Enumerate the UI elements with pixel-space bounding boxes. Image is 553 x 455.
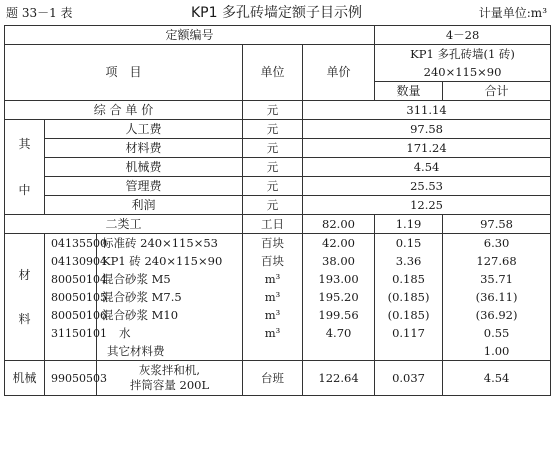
- table-label: 题 33－1 表: [6, 6, 73, 20]
- labor-name: 二类工: [5, 215, 243, 234]
- table-row: [5, 361, 551, 396]
- material-total: 0.55: [443, 324, 551, 342]
- col-header-unit: 单位: [243, 45, 303, 101]
- machine-label: 机械: [5, 361, 45, 396]
- table-title: KP1 多孔砖墙定额子目示例: [191, 5, 362, 21]
- material-unit: 百块: [243, 252, 303, 270]
- machine-price: 122.64: [303, 361, 375, 396]
- col-header-price: 单价: [303, 45, 375, 101]
- material-code: [45, 342, 97, 361]
- material-unit: m³: [243, 288, 303, 306]
- labor-total: 97.58: [443, 215, 551, 234]
- item-spec: 240×115×90: [375, 63, 551, 82]
- breakdown-unit: 元: [243, 139, 303, 158]
- quota-no: 4－28: [375, 26, 551, 45]
- breakdown-value: 171.24: [303, 139, 551, 158]
- material-total: 127.68: [443, 252, 551, 270]
- table-row: [5, 177, 551, 196]
- material-unit: m³: [243, 324, 303, 342]
- composite-label: 综 合 单 价: [5, 101, 243, 120]
- material-price: 195.20: [303, 288, 375, 306]
- table-row: [5, 234, 551, 253]
- material-name: KP1 砖 240×115×90: [97, 252, 243, 270]
- table-row: [5, 270, 551, 288]
- material-price: [303, 342, 375, 361]
- breakdown-unit: 元: [243, 177, 303, 196]
- material-qty: (0.185): [375, 288, 443, 306]
- material-price: 193.00: [303, 270, 375, 288]
- col-header-item: 项 目: [5, 45, 243, 101]
- machine-unit: 台班: [243, 361, 303, 396]
- material-code: 31150101: [45, 324, 97, 342]
- material-unit: m³: [243, 306, 303, 324]
- breakdown-unit: 元: [243, 158, 303, 177]
- materials-group-label: 材 料: [5, 234, 45, 361]
- item-name: KP1 多孔砖墙(1 砖): [375, 45, 551, 64]
- material-code: 80050105: [45, 288, 97, 306]
- breakdown-value: 97.58: [303, 120, 551, 139]
- breakdown-value: 4.54: [303, 158, 551, 177]
- machine-name: 灰浆拌和机, 拌筒容量 200L: [97, 361, 243, 396]
- breakdown-value: 12.25: [303, 196, 551, 215]
- breakdown-name: 机械费: [45, 158, 243, 177]
- material-code: 04135500: [45, 234, 97, 253]
- labor-qty: 1.19: [375, 215, 443, 234]
- col-header-total: 合计: [443, 82, 551, 101]
- table-row: [5, 158, 551, 177]
- col-header-qty: 数量: [375, 82, 443, 101]
- material-qty: 3.36: [375, 252, 443, 270]
- breakdown-unit: 元: [243, 120, 303, 139]
- table-row: [5, 215, 551, 234]
- material-name: 混合砂浆 M5: [97, 270, 243, 288]
- table-row: [5, 306, 551, 324]
- unit-note: 计量单位:m³: [478, 6, 547, 20]
- breakdown-name: 人工费: [45, 120, 243, 139]
- table-row: [5, 45, 551, 64]
- material-qty: (0.185): [375, 306, 443, 324]
- table-row: [5, 120, 551, 139]
- material-code: 80050104: [45, 270, 97, 288]
- material-name: 其它材料费: [97, 342, 243, 361]
- material-total: 6.30: [443, 234, 551, 253]
- quota-table: [4, 25, 551, 396]
- table-row: [5, 324, 551, 342]
- breakdown-group-label: 其 中: [5, 120, 45, 215]
- material-name: 水: [97, 324, 243, 342]
- material-unit: 百块: [243, 234, 303, 253]
- labor-unit: 工日: [243, 215, 303, 234]
- table-row: [5, 288, 551, 306]
- composite-value: 311.14: [303, 101, 551, 120]
- material-qty: 0.15: [375, 234, 443, 253]
- machine-code: 99050503: [45, 361, 97, 396]
- material-price: 38.00: [303, 252, 375, 270]
- table-row: [5, 196, 551, 215]
- material-price: 4.70: [303, 324, 375, 342]
- material-price: 199.56: [303, 306, 375, 324]
- material-name: 混合砂浆 M10: [97, 306, 243, 324]
- breakdown-unit: 元: [243, 196, 303, 215]
- material-name: 标准砖 240×115×53: [97, 234, 243, 253]
- composite-unit: 元: [243, 101, 303, 120]
- table-row: [5, 342, 551, 361]
- labor-price: 82.00: [303, 215, 375, 234]
- material-total: (36.11): [443, 288, 551, 306]
- material-qty: 0.185: [375, 270, 443, 288]
- material-total: 1.00: [443, 342, 551, 361]
- material-qty: 0.117: [375, 324, 443, 342]
- table-row: [5, 139, 551, 158]
- material-qty: [375, 342, 443, 361]
- table-row: [5, 26, 551, 45]
- breakdown-name: 利润: [45, 196, 243, 215]
- machine-qty: 0.037: [375, 361, 443, 396]
- material-unit: [243, 342, 303, 361]
- table-header: [0, 0, 553, 24]
- material-unit: m³: [243, 270, 303, 288]
- material-code: 04130904: [45, 252, 97, 270]
- table-row: [5, 252, 551, 270]
- material-code: 80050106: [45, 306, 97, 324]
- material-total: 35.71: [443, 270, 551, 288]
- breakdown-name: 管理费: [45, 177, 243, 196]
- material-price: 42.00: [303, 234, 375, 253]
- machine-total: 4.54: [443, 361, 551, 396]
- breakdown-value: 25.53: [303, 177, 551, 196]
- table-row: [5, 101, 551, 120]
- material-name: 混合砂浆 M7.5: [97, 288, 243, 306]
- material-total: (36.92): [443, 306, 551, 324]
- quota-no-label: 定额编号: [5, 26, 375, 45]
- breakdown-name: 材料费: [45, 139, 243, 158]
